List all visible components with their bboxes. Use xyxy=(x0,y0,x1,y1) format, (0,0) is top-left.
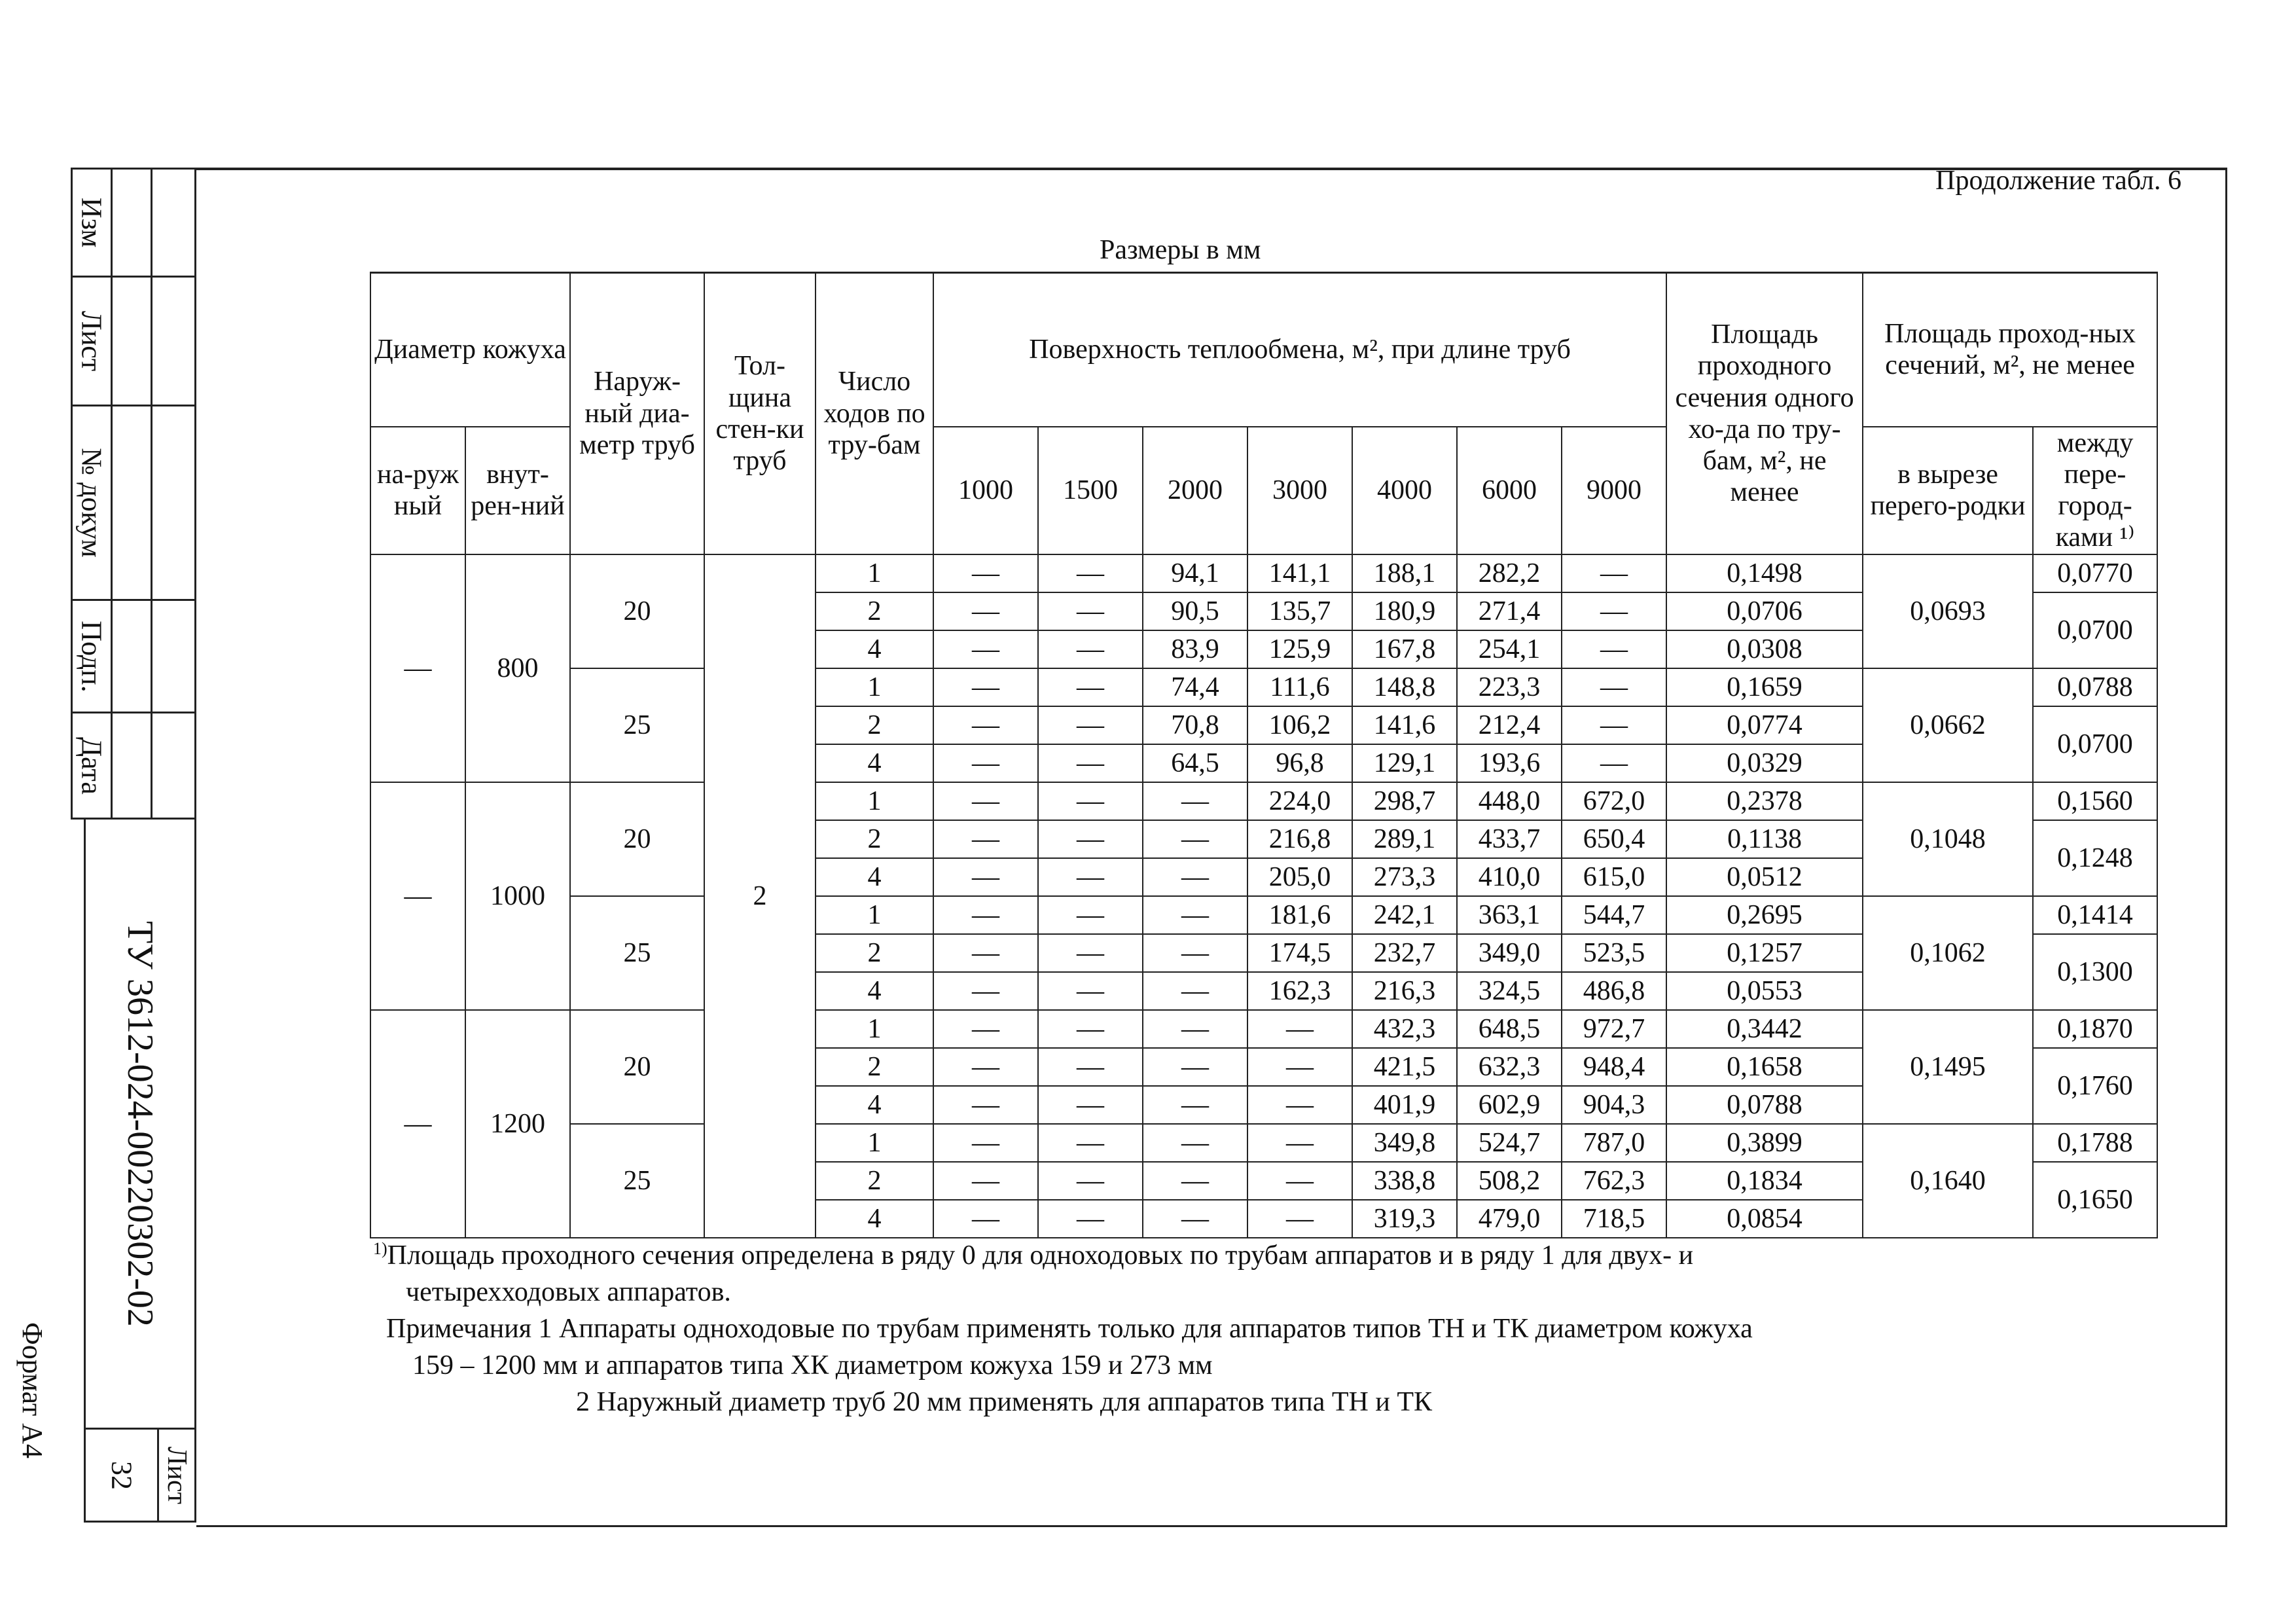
cell-surface: — xyxy=(933,820,1038,858)
cell-surface: — xyxy=(1038,1124,1143,1162)
cell-surface: — xyxy=(1247,1124,1352,1162)
cell-surface: 523,5 xyxy=(1562,934,1666,972)
stamp-cell-blank xyxy=(151,712,196,820)
cell-surface: 83,9 xyxy=(1143,630,1247,668)
cell-tube-diameter: 25 xyxy=(570,896,704,1010)
footnote-text: Площадь проходного сечения определена в ряду 0 для одноходовых по трубам аппаратов и в ряду 1 для двух- и xyxy=(387,1240,1694,1271)
cell-surface: — xyxy=(1038,554,1143,592)
cell-surface: — xyxy=(1143,820,1247,858)
cell-surface: 162,3 xyxy=(1247,972,1352,1010)
cell-surface: — xyxy=(1038,1010,1143,1048)
cell-flow-area: 0,0329 xyxy=(1666,744,1863,782)
units-label: Размеры в мм xyxy=(1100,235,1261,265)
cell-surface: — xyxy=(1247,1010,1352,1048)
cell-surface: — xyxy=(1038,630,1143,668)
cell-surface: 289,1 xyxy=(1352,820,1457,858)
cell-flow-area: 0,0553 xyxy=(1666,972,1863,1010)
cell-surface: 180,9 xyxy=(1352,592,1457,630)
cell-passes: 4 xyxy=(816,630,933,668)
cell-cutout-area: 0,1640 xyxy=(1863,1124,2033,1238)
cell-tube-diameter: 20 xyxy=(570,1010,704,1124)
cell-passes: 1 xyxy=(816,782,933,820)
table-row xyxy=(370,554,2157,592)
cell-flow-area: 0,2695 xyxy=(1666,896,1863,934)
cell-surface: — xyxy=(933,896,1038,934)
cell-surface: — xyxy=(1143,896,1247,934)
cell-between-area: 0,1788 xyxy=(2033,1124,2157,1162)
cell-surface: — xyxy=(1143,858,1247,896)
cell-flow-area: 0,0854 xyxy=(1666,1200,1863,1238)
cell-surface: 216,8 xyxy=(1247,820,1352,858)
cell-surface: — xyxy=(933,972,1038,1010)
cell-surface: — xyxy=(1038,934,1143,972)
header-between: между пере-город-ками ¹⁾ xyxy=(2033,427,2157,554)
stamp-label: Лист xyxy=(75,310,108,372)
cell-between-area: 0,1760 xyxy=(2033,1048,2157,1124)
cell-tube-diameter: 20 xyxy=(570,782,704,896)
cell-surface: 282,2 xyxy=(1457,554,1562,592)
cell-surface: — xyxy=(1143,1162,1247,1200)
cell-between-area: 0,0700 xyxy=(2033,706,2157,782)
cell-surface: 648,5 xyxy=(1457,1010,1562,1048)
cell-surface: — xyxy=(1562,668,1666,706)
note-1-continuation: 159 – 1200 мм и аппаратов типа ХК диаметром кожуха 159 и 273 мм xyxy=(412,1350,1213,1380)
header-surface: Поверхность теплообмена, м², при длине труб xyxy=(933,273,1666,427)
table-row xyxy=(370,782,2157,820)
cell-surface: 650,4 xyxy=(1562,820,1666,858)
cell-surface: 524,7 xyxy=(1457,1124,1562,1162)
cell-surface: 224,0 xyxy=(1247,782,1352,820)
cell-flow-area: 0,1498 xyxy=(1666,554,1863,592)
cell-surface: — xyxy=(933,1162,1038,1200)
cell-flow-area: 0,1659 xyxy=(1666,668,1863,706)
cell-surface: 141,1 xyxy=(1247,554,1352,592)
stamp-cell-blank xyxy=(151,276,196,406)
cell-surface: 338,8 xyxy=(1352,1162,1457,1200)
stamp-cell-blank xyxy=(151,168,196,278)
doc-code: ТУ 3612-024-00220302-02 xyxy=(120,920,160,1327)
table-row xyxy=(370,1124,2157,1162)
cell-flow-area: 0,1658 xyxy=(1666,1048,1863,1086)
stamp-label: № докум xyxy=(75,448,108,558)
cell-cutout-area: 0,1062 xyxy=(1863,896,2033,1010)
cell-flow-area: 0,1834 xyxy=(1666,1162,1863,1200)
cell-surface: — xyxy=(1247,1048,1352,1086)
cell-flow-area: 0,3442 xyxy=(1666,1010,1863,1048)
cell-surface: — xyxy=(933,744,1038,782)
cell-surface: — xyxy=(1143,782,1247,820)
note-1: Примечания 1 Аппараты одноходовые по трубам применять только для аппаратов типов ТН и ТК диаметром кожуха xyxy=(386,1314,1753,1344)
cell-passes: 4 xyxy=(816,858,933,896)
cell-surface: 349,8 xyxy=(1352,1124,1457,1162)
spec-table-body xyxy=(370,554,2157,1238)
cell-surface: — xyxy=(1247,1162,1352,1200)
cell-passes: 4 xyxy=(816,972,933,1010)
table-row xyxy=(370,1010,2157,1048)
continuation-label: Продолжение табл. 6 xyxy=(1935,166,2181,196)
cell-passes: 1 xyxy=(816,554,933,592)
cell-cutout-area: 0,0662 xyxy=(1863,668,2033,782)
header-flow-area-sections: Площадь проход-ных сечений, м², не менее xyxy=(1863,273,2157,427)
cell-outer-diameter: — xyxy=(370,782,465,1010)
cell-surface: 948,4 xyxy=(1562,1048,1666,1086)
cell-surface: 205,0 xyxy=(1247,858,1352,896)
cell-surface: — xyxy=(1247,1200,1352,1238)
stamp-cell-list xyxy=(71,276,113,406)
cell-surface: 193,6 xyxy=(1457,744,1562,782)
cell-surface: 74,4 xyxy=(1143,668,1247,706)
cell-surface: — xyxy=(1562,744,1666,782)
cell-surface: — xyxy=(1038,820,1143,858)
header-length: 1000 xyxy=(933,427,1038,554)
notes-block xyxy=(373,1231,1753,1420)
cell-passes: 2 xyxy=(816,1048,933,1086)
cell-between-area: 0,1300 xyxy=(2033,934,2157,1010)
stamp-cell-sign xyxy=(71,599,113,713)
cell-between-area: 0,1248 xyxy=(2033,820,2157,896)
header-inner: внут-рен-ний xyxy=(465,427,570,554)
cell-surface: — xyxy=(933,858,1038,896)
cell-surface: 90,5 xyxy=(1143,592,1247,630)
cell-passes: 1 xyxy=(816,1124,933,1162)
cell-cutout-area: 0,0693 xyxy=(1863,554,2033,668)
header-length: 6000 xyxy=(1457,427,1562,554)
cell-surface: 632,3 xyxy=(1457,1048,1562,1086)
cell-surface: — xyxy=(933,1086,1038,1124)
cell-surface: — xyxy=(1038,744,1143,782)
spec-table xyxy=(370,272,2158,1238)
cell-tube-diameter: 25 xyxy=(570,668,704,782)
doc-code-cell xyxy=(84,818,196,1430)
header-wall-thickness: Тол-щина стен-ки труб xyxy=(704,273,816,554)
cell-surface: — xyxy=(1143,972,1247,1010)
cell-flow-area: 0,0774 xyxy=(1666,706,1863,744)
cell-passes: 2 xyxy=(816,934,933,972)
cell-surface: 188,1 xyxy=(1352,554,1457,592)
cell-surface: 602,9 xyxy=(1457,1086,1562,1124)
stamp-cell-blank xyxy=(111,276,152,406)
sheet-number: 32 xyxy=(105,1460,137,1490)
cell-surface: 70,8 xyxy=(1143,706,1247,744)
cell-passes: 2 xyxy=(816,1162,933,1200)
cell-surface: — xyxy=(1143,1086,1247,1124)
cell-between-area: 0,1560 xyxy=(2033,782,2157,820)
cell-surface: 216,3 xyxy=(1352,972,1457,1010)
cell-surface: 421,5 xyxy=(1352,1048,1457,1086)
cell-between-area: 0,0770 xyxy=(2033,554,2157,592)
cell-outer-diameter: — xyxy=(370,1010,465,1238)
header-in-cutout: в вырезе перего-родки xyxy=(1863,427,2033,554)
cell-surface: 349,0 xyxy=(1457,934,1562,972)
cell-surface: 324,5 xyxy=(1457,972,1562,1010)
cell-surface: 401,9 xyxy=(1352,1086,1457,1124)
cell-surface: 223,3 xyxy=(1457,668,1562,706)
cell-surface: 148,8 xyxy=(1352,668,1457,706)
header-shell-diameter: Диаметр кожуха xyxy=(370,273,570,427)
cell-surface: — xyxy=(1038,592,1143,630)
cell-between-area: 0,1414 xyxy=(2033,896,2157,934)
cell-between-area: 0,0700 xyxy=(2033,592,2157,668)
cell-surface: 135,7 xyxy=(1247,592,1352,630)
stamp-cell-blank xyxy=(151,599,196,713)
cell-surface: 141,6 xyxy=(1352,706,1457,744)
footnote-marker: 1) xyxy=(373,1239,387,1258)
cell-surface: 232,7 xyxy=(1352,934,1457,972)
cell-passes: 4 xyxy=(816,1086,933,1124)
cell-flow-area: 0,0706 xyxy=(1666,592,1863,630)
cell-surface: — xyxy=(1038,858,1143,896)
cell-passes: 4 xyxy=(816,744,933,782)
header-length: 1500 xyxy=(1038,427,1143,554)
cell-flow-area: 0,1138 xyxy=(1666,820,1863,858)
cell-cutout-area: 0,1048 xyxy=(1863,782,2033,896)
header-flow-area-pass: Площадь проходного сечения одного хо-да по тру-бам, м², не менее xyxy=(1666,273,1863,554)
cell-surface: — xyxy=(1143,1200,1247,1238)
header-length: 3000 xyxy=(1247,427,1352,554)
footnote-continuation: четырехходовых аппаратов. xyxy=(406,1277,731,1307)
cell-surface: 615,0 xyxy=(1562,858,1666,896)
cell-surface: 432,3 xyxy=(1352,1010,1457,1048)
cell-flow-area: 0,0788 xyxy=(1666,1086,1863,1124)
cell-surface: — xyxy=(933,706,1038,744)
header-outer: на-руж ный xyxy=(370,427,465,554)
cell-passes: 4 xyxy=(816,1200,933,1238)
cell-surface: 212,4 xyxy=(1457,706,1562,744)
cell-surface: — xyxy=(1038,1048,1143,1086)
cell-surface: 96,8 xyxy=(1247,744,1352,782)
cell-passes: 2 xyxy=(816,706,933,744)
stamp-cell-blank xyxy=(111,712,152,820)
cell-surface: 787,0 xyxy=(1562,1124,1666,1162)
cell-tube-diameter: 20 xyxy=(570,554,704,668)
cell-surface: 242,1 xyxy=(1352,896,1457,934)
footnote xyxy=(373,1231,1753,1274)
cell-surface: 904,3 xyxy=(1562,1086,1666,1124)
cell-surface: 718,5 xyxy=(1562,1200,1666,1238)
cell-surface: — xyxy=(933,1124,1038,1162)
cell-surface: — xyxy=(1562,554,1666,592)
cell-surface: 129,1 xyxy=(1352,744,1457,782)
cell-surface: 271,4 xyxy=(1457,592,1562,630)
stamp-cell-izm xyxy=(71,168,113,278)
cell-surface: — xyxy=(933,934,1038,972)
cell-tube-diameter: 25 xyxy=(570,1124,704,1238)
cell-surface: 363,1 xyxy=(1457,896,1562,934)
cell-flow-area: 0,1257 xyxy=(1666,934,1863,972)
cell-surface: 254,1 xyxy=(1457,630,1562,668)
cell-surface: — xyxy=(933,630,1038,668)
cell-inner-diameter: 1000 xyxy=(465,782,570,1010)
header-passes: Число ходов по тру-бам xyxy=(816,273,933,554)
cell-surface: 167,8 xyxy=(1352,630,1457,668)
cell-surface: — xyxy=(1038,1200,1143,1238)
note-2: 2 Наружный диаметр труб 20 мм применять для аппаратов типа ТН и ТК xyxy=(576,1387,1432,1417)
cell-passes: 2 xyxy=(816,820,933,858)
cell-wall-thickness: 2 xyxy=(704,554,816,1238)
cell-surface: 94,1 xyxy=(1143,554,1247,592)
format-label: Формат А4 xyxy=(16,1322,48,1459)
header-length: 2000 xyxy=(1143,427,1247,554)
stamp-cell-blank xyxy=(111,599,152,713)
cell-surface: 273,3 xyxy=(1352,858,1457,896)
cell-surface: — xyxy=(1038,972,1143,1010)
stamp-cell-blank xyxy=(151,405,196,601)
cell-surface: 106,2 xyxy=(1247,706,1352,744)
header-length: 9000 xyxy=(1562,427,1666,554)
cell-surface: — xyxy=(933,1200,1038,1238)
cell-flow-area: 0,2378 xyxy=(1666,782,1863,820)
cell-surface: 544,7 xyxy=(1562,896,1666,934)
stamp-cell-blank xyxy=(111,168,152,278)
cell-surface: 672,0 xyxy=(1562,782,1666,820)
table-row xyxy=(370,896,2157,934)
cell-surface: — xyxy=(1038,668,1143,706)
cell-surface: — xyxy=(1562,592,1666,630)
cell-outer-diameter: — xyxy=(370,554,465,782)
cell-surface: 298,7 xyxy=(1352,782,1457,820)
cell-inner-diameter: 800 xyxy=(465,554,570,782)
cell-surface: — xyxy=(1038,782,1143,820)
cell-surface: — xyxy=(1143,934,1247,972)
stamp-cell-date xyxy=(71,712,113,820)
cell-between-area: 0,1870 xyxy=(2033,1010,2157,1048)
cell-inner-diameter: 1200 xyxy=(465,1010,570,1238)
side-stamp-block xyxy=(71,168,196,1523)
cell-surface: 486,8 xyxy=(1562,972,1666,1010)
cell-between-area: 0,1650 xyxy=(2033,1162,2157,1238)
cell-surface: — xyxy=(1038,1086,1143,1124)
cell-surface: — xyxy=(1143,1048,1247,1086)
cell-flow-area: 0,3899 xyxy=(1666,1124,1863,1162)
cell-surface: 508,2 xyxy=(1457,1162,1562,1200)
header-length: 4000 xyxy=(1352,427,1457,554)
cell-surface: 433,7 xyxy=(1457,820,1562,858)
cell-surface: — xyxy=(1143,1124,1247,1162)
cell-passes: 2 xyxy=(816,592,933,630)
sheet-label: Лист xyxy=(162,1446,192,1504)
cell-surface: — xyxy=(1038,896,1143,934)
cell-between-area: 0,0788 xyxy=(2033,668,2157,706)
cell-surface: — xyxy=(1562,706,1666,744)
cell-surface: — xyxy=(1247,1086,1352,1124)
cell-passes: 1 xyxy=(816,1010,933,1048)
cell-surface: 479,0 xyxy=(1457,1200,1562,1238)
stamp-label: Дата xyxy=(75,736,108,795)
cell-flow-area: 0,0512 xyxy=(1666,858,1863,896)
cell-surface: 64,5 xyxy=(1143,744,1247,782)
cell-surface: 410,0 xyxy=(1457,858,1562,896)
cell-surface: 111,6 xyxy=(1247,668,1352,706)
cell-passes: 1 xyxy=(816,896,933,934)
cell-surface: — xyxy=(1562,630,1666,668)
sheet-label-cell xyxy=(157,1428,196,1523)
stamp-cell-blank xyxy=(111,405,152,601)
cell-surface: 448,0 xyxy=(1457,782,1562,820)
sheet-number-cell xyxy=(84,1428,159,1523)
cell-flow-area: 0,0308 xyxy=(1666,630,1863,668)
cell-passes: 1 xyxy=(816,668,933,706)
stamp-label: Подп. xyxy=(75,620,108,693)
cell-surface: 319,3 xyxy=(1352,1200,1457,1238)
cell-surface: — xyxy=(933,1010,1038,1048)
cell-surface: 125,9 xyxy=(1247,630,1352,668)
cell-cutout-area: 0,1495 xyxy=(1863,1010,2033,1124)
cell-surface: — xyxy=(933,592,1038,630)
cell-surface: — xyxy=(1038,1162,1143,1200)
cell-surface: 174,5 xyxy=(1247,934,1352,972)
cell-surface: — xyxy=(933,668,1038,706)
cell-surface: — xyxy=(1038,706,1143,744)
cell-surface: 762,3 xyxy=(1562,1162,1666,1200)
stamp-label: Изм xyxy=(75,197,108,248)
header-tube-outer-diameter: Наруж-ный диа-метр труб xyxy=(570,273,704,554)
cell-surface: — xyxy=(933,554,1038,592)
cell-surface: 972,7 xyxy=(1562,1010,1666,1048)
cell-surface: — xyxy=(933,782,1038,820)
stamp-cell-doc xyxy=(71,405,113,601)
cell-surface: — xyxy=(933,1048,1038,1086)
table-row xyxy=(370,668,2157,706)
cell-surface: — xyxy=(1143,1010,1247,1048)
cell-surface: 181,6 xyxy=(1247,896,1352,934)
